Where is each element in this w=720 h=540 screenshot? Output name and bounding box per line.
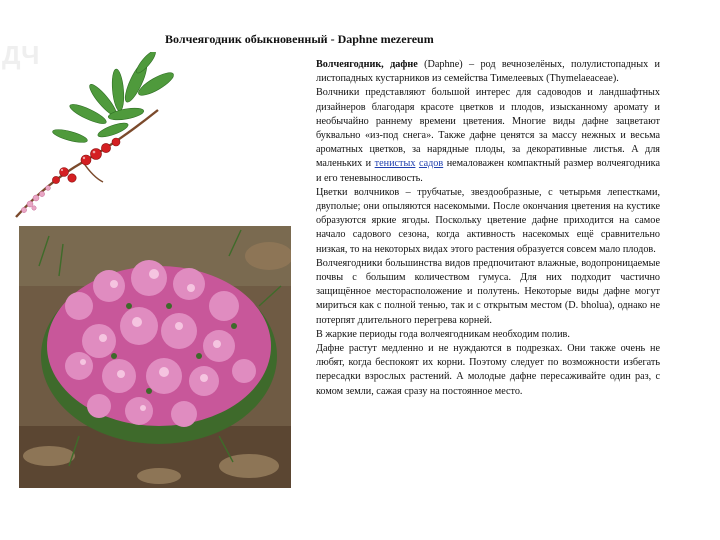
article-paragraph-5: В жаркие периоды года волчеягодникам необходим полив. bbox=[316, 328, 570, 340]
intro-text: (Daphne) – род вечнозелёных, полулистопадных и листопадных кустарников из семейства Тимелеевых (Thymelaeaceae). bbox=[316, 59, 661, 85]
term-dafne: дафне bbox=[390, 59, 418, 70]
article-paragraph-2 bbox=[316, 86, 660, 185]
page-title: Волчеягодник обыкновенный - Daphne mezereum bbox=[165, 32, 434, 46]
photo-scene bbox=[19, 226, 291, 488]
daphne-branch-illustration bbox=[8, 52, 178, 222]
watermark: ДЧ bbox=[2, 40, 41, 70]
daphne-shrub-photo bbox=[19, 226, 291, 488]
article-body bbox=[316, 58, 660, 399]
article-paragraph-3: Цветки волчников – трубчатые, звездообразные, с четырьмя лепестками, двуполые; они опыляются насекомыми. После окончания цветения на кустике образуются яркие ягоды. Поскольку цветение дафне приходится на самое начало садового сезона, когда активность насекомых ещё сравнительно низкая, то на некоторых видах этого растения образуется совсем мало плодов. bbox=[316, 186, 660, 255]
article-paragraph-4: Волчеягодники большинства видов предпочитают влажные, водопроницаемые почвы с большим количеством гумуса. Для них подходит частично защищённое месторасположение и полутень. Некоторые виды дафне могут мириться как с полной тенью, так и с открытым местом (D. bholua), однако не потерпят длительного перегрева корней. bbox=[316, 257, 660, 326]
article-paragraph-6: Дафне растут медленно и не нуждаются в подрезках. Они также очень не любят, когда беспокоят их корни. Поэтому следует по возможности избегать пересадки взрослых растений. А молодые дафне пересаживайте один раз, с комом земли, сажая сразу на постоянное место. bbox=[316, 343, 660, 397]
article-paragraph-intro bbox=[316, 58, 660, 86]
p2-text-before: Волчники представляют большой интерес для садоводов и ландшафтных дизайнеров благодаря красоте цветков и плодов, изысканному аромату и необычайно раннему времени цветения. Многие виды дафне зацветают буквально «из-под снега». Также дафне ценятся за массу нежных и весьма ароматных цветков, за нарядные плоды, за декоративные листья. А для маленьких и bbox=[316, 87, 660, 170]
link-gardens[interactable]: садов bbox=[418, 158, 444, 170]
link-shady[interactable]: тенистых bbox=[374, 158, 416, 170]
p2-text-after: немаловажен компактный размер волчеягодника и его теневыносливость. bbox=[316, 158, 660, 184]
term-volcheyagodnik: Волчеягодник, bbox=[316, 59, 384, 70]
